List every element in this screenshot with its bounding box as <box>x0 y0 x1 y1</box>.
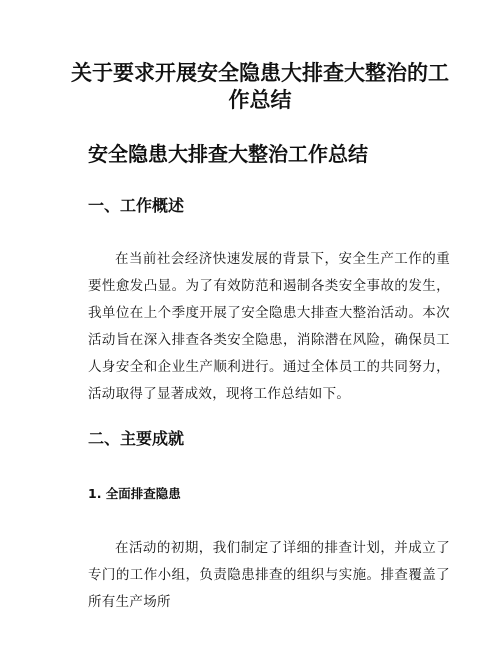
subsection-heading-inspection: 1. 全面排查隐患 <box>88 486 181 501</box>
section-heading-achievements: 二、主要成就 <box>88 429 185 448</box>
document-title: 关于要求开展安全隐患大排查大整治的工作总结 <box>71 61 449 112</box>
overview-paragraph: 在当前社会经济快速发展的背景下，安全生产工作的重要性愈发凸显。为了有效防范和遏制各类安全事故的发生，我单位在上个季度开展了安全隐患大排查大整治活动。本次活动旨在深入排查各类安全隐患，消除潜在风险，确保员工人身安全和企业生产顺利进行。通过全体员工的共同努力，活动取得了显著成效，现将工作总结如下。 <box>88 251 450 402</box>
inspection-paragraph: 在活动的初期，我们制定了详细的排查计划，并成立了专门的工作小组，负责隐患排查的组织与实施。排查覆盖了所有生产场所 <box>88 540 450 610</box>
section-heading-overview: 一、工作概述 <box>88 196 185 215</box>
main-heading: 安全隐患大排查大整治工作总结 <box>88 142 368 166</box>
